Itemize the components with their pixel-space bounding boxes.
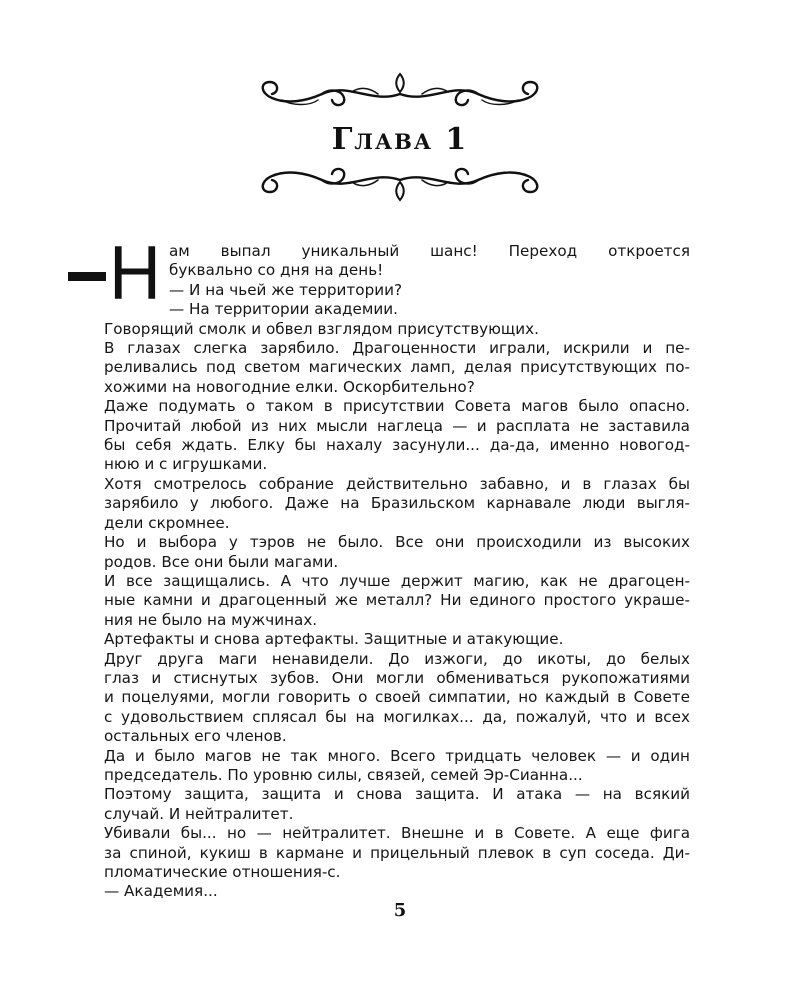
paragraph <box>104 533 690 572</box>
text-line: председатель. По уровню силы, связей, семей Эр-Сианна... <box>104 765 583 784</box>
bottom-ornament-flourish <box>252 160 548 204</box>
text-line: Но и выбора у тэров не было. Все они происходили из высоких <box>104 533 690 552</box>
text-line: Друг друга маги ненавидели. До изжоги, до икоты, до белых <box>104 649 690 668</box>
paragraph <box>104 300 690 319</box>
text-line: зарябило у любого. Даже на Бразильском карнавале люди выгля- <box>104 494 690 513</box>
page-number: 5 <box>393 900 407 921</box>
paragraph <box>104 320 690 339</box>
text-line: Хотя смотрелось собрание действительно забавно, и в глазах бы <box>104 474 690 493</box>
chapter-number: 1 <box>445 122 469 157</box>
text-line: Да и было магов не так много. Всего тридцать человек — и один <box>104 746 690 765</box>
paragraph <box>104 747 690 786</box>
text-line: В глазах слегка зарябило. Драгоценности играли, искрили и пе- <box>104 339 690 358</box>
paragraph <box>104 572 690 630</box>
paragraph <box>104 397 690 475</box>
text-line: ам выпал уникальный шанс! Переход откроется <box>169 242 690 260</box>
opening-paragraph <box>104 242 690 300</box>
text-line: пломатические отношения-с. <box>104 863 341 881</box>
drop-cap <box>68 231 161 317</box>
chapter-word: Глава <box>331 122 433 157</box>
text-line: родов. Все они были магами. <box>104 552 339 571</box>
drop-cap-dash <box>68 272 106 281</box>
text-line: И все защищались. А что лучше держит магию, как не драгоцен- <box>104 571 690 590</box>
paragraph <box>104 339 690 397</box>
text-line: — Академия... <box>104 882 218 901</box>
text-line: реливались под светом магических ламп, делая присутствующих по- <box>104 358 690 377</box>
paragraph <box>104 785 690 824</box>
text-line: бы себя ждать. Елку бы нахалу засунули... да-да, именно новогод- <box>104 436 690 455</box>
text-line: Поэтому защита, защита и снова защита. И атака — на всякий <box>104 785 690 804</box>
text-line: — На территории академии. <box>169 300 398 319</box>
text-line: Артефакты и снова артефакты. Защитные и атакующие. <box>104 630 564 649</box>
text-line: с удовольствием сплясал бы на могилках... да, пожалуй, что и всех <box>104 707 690 726</box>
top-ornament-flourish <box>252 70 548 114</box>
text-line: Говорящий смолк и обвел взглядом присутствующих. <box>104 319 539 338</box>
text-line: за спиной, кукиш в кармане и прицельный плевок в суп соседа. Ди- <box>104 843 690 862</box>
text-line: Даже подумать о таком в присутствии Совета магов было опасно. <box>104 397 690 416</box>
text-line: — И на чьей же территории? <box>169 280 403 299</box>
text-line: случай. И нейтралитет. <box>104 804 294 823</box>
text-line: дели скромнее. <box>104 513 230 532</box>
text-line: Прочитай любой из них мысли наглеца — и расплата не заставила <box>104 416 690 435</box>
paragraph <box>104 882 690 901</box>
chapter-body <box>104 231 690 902</box>
chapter-title <box>0 122 800 157</box>
paragraph <box>104 650 690 747</box>
drop-cap-letter: Н <box>109 231 161 317</box>
text-line: и поцелуями, могли говорить о своей симпатии, но каждый в Совете <box>104 688 690 707</box>
text-line: Убивали бы... но — нейтралитет. Внешне и в Совете. А еще фига <box>104 824 690 843</box>
paragraph <box>104 630 690 649</box>
text-line: хожими на новогодние елки. Оскорбительно? <box>104 377 475 396</box>
text-line: ния не было на мужчинах. <box>104 610 318 629</box>
text-line: остальных его членов. <box>104 727 287 746</box>
text-line: глаз и стиснутых зубов. Они могли обмениваться рукопожатиями <box>104 668 690 687</box>
paragraph <box>104 824 690 882</box>
text-line: нюю и с игрушками. <box>104 455 268 474</box>
paragraph <box>104 475 690 533</box>
text-line: буквально со дня на день! <box>169 261 384 280</box>
paragraphs <box>104 300 690 902</box>
text-line: ные камни и драгоценный же металл? Ни единого простого украше- <box>104 591 690 610</box>
